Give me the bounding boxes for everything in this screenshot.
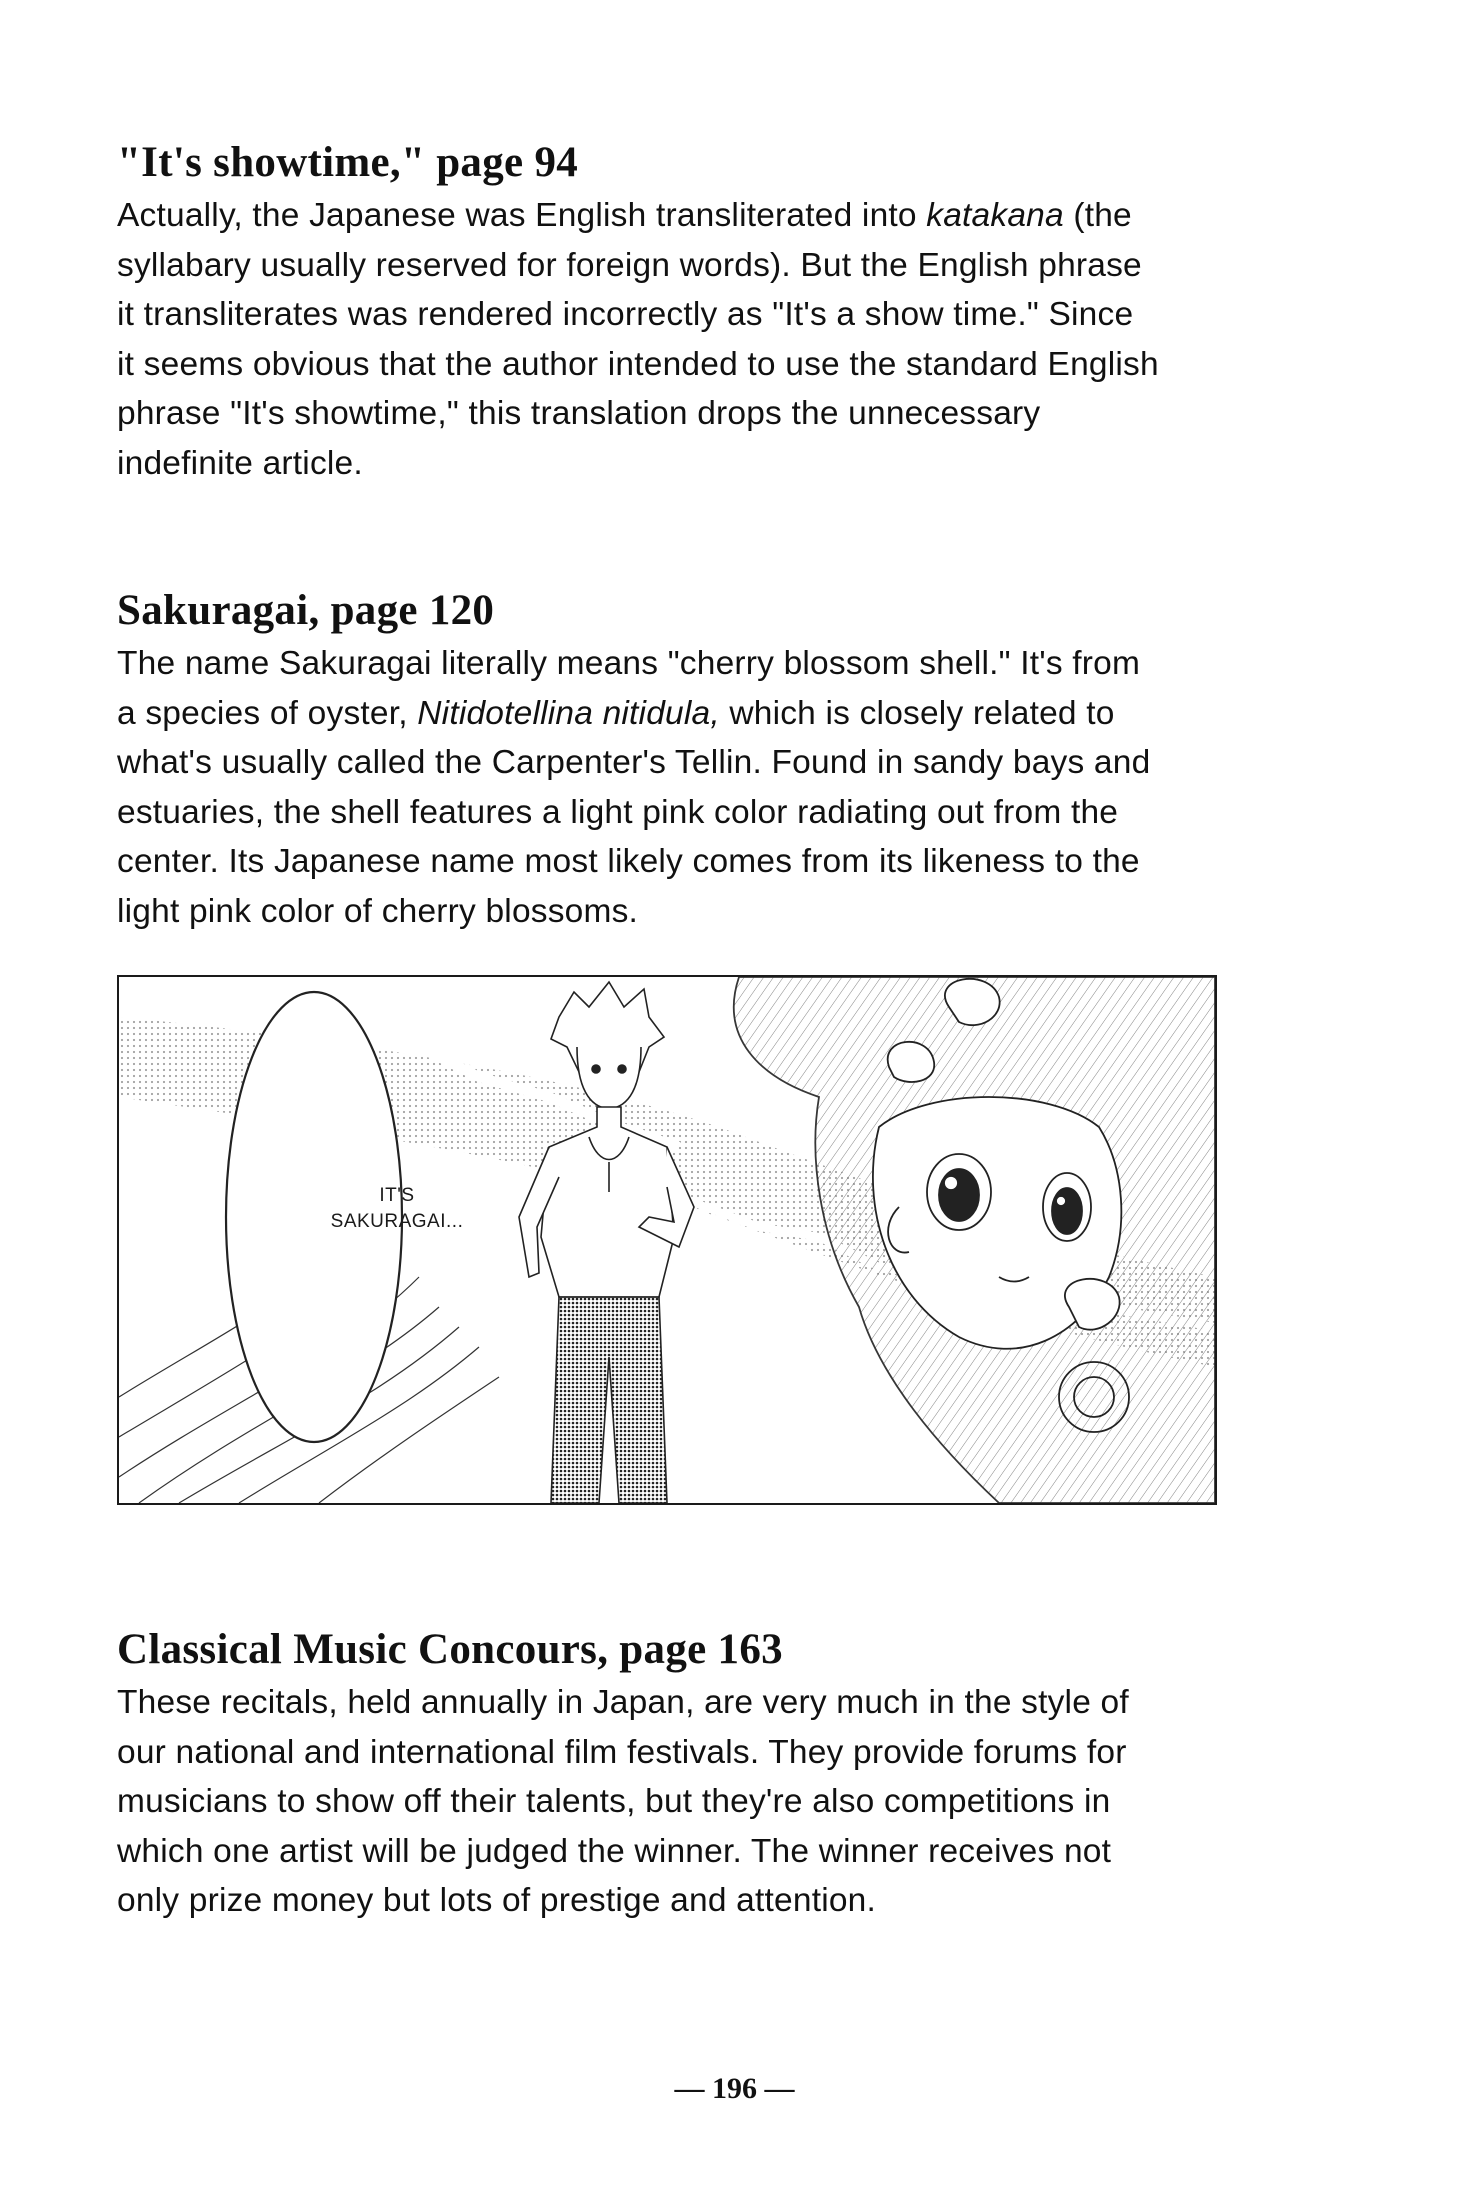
- note-heading: "It's showtime," page 94: [117, 139, 579, 186]
- body-line: phrase "It's showtime," this translation drops the unnecessary: [117, 395, 1041, 433]
- body-line: The name Sakuragai literally means "cherry blossom shell." It's from: [117, 645, 1141, 682]
- body-line: musicians to show off their talents, but they're also competitions in: [117, 1783, 1111, 1821]
- body-line: it transliterates was rendered incorrectly as "It's a show time." Since: [117, 296, 1134, 334]
- boy-figure: [519, 982, 694, 1503]
- speech-line: IT'S: [379, 1185, 415, 1206]
- body-line: Actually, the Japanese was English transliterated into katakana (the: [117, 197, 1132, 234]
- speech-line: SAKURAGAI...: [330, 1211, 464, 1232]
- page-number: — 196 —: [674, 2072, 795, 2105]
- body-line: indefinite article.: [117, 444, 363, 482]
- note-classical-music-concours: [117, 1622, 1357, 1926]
- body-line: which one artist will be judged the winner. The winner receives not: [117, 1832, 1112, 1870]
- note-sakuragai: [117, 583, 1357, 937]
- body-line: it seems obvious that the author intended to use the standard English: [117, 345, 1159, 383]
- body-line: syllabary usually reserved for foreign words). But the English phrase: [117, 246, 1142, 284]
- note-body: [117, 191, 1357, 489]
- body-line: light pink color of cherry blossoms.: [117, 892, 639, 930]
- note-showtime: [117, 135, 1357, 489]
- body-line: only prize money but lots of prestige and attention.: [117, 1882, 877, 1920]
- body-line: a species of oyster, Nitidotellina nitidula, which is closely related to: [117, 694, 1115, 732]
- note-heading: Classical Music Concours, page 163: [117, 1626, 783, 1673]
- body-line: center. Its Japanese name most likely comes from its likeness to the: [117, 843, 1140, 881]
- speech-bubble-text: [317, 1183, 477, 1235]
- manga-illustration: [119, 977, 1215, 1503]
- body-line: what's usually called the Carpenter's Tellin. Found in sandy bays and: [117, 744, 1151, 782]
- manga-panel: [117, 975, 1217, 1505]
- body-line: These recitals, held annually in Japan, are very much in the style of: [117, 1684, 1129, 1721]
- body-line: our national and international film festivals. They provide forums for: [117, 1733, 1127, 1771]
- note-heading: Sakuragai, page 120: [117, 587, 495, 634]
- note-body: [117, 1678, 1357, 1926]
- note-body: [117, 639, 1357, 937]
- body-line: estuaries, the shell features a light pink color radiating out from the: [117, 793, 1119, 831]
